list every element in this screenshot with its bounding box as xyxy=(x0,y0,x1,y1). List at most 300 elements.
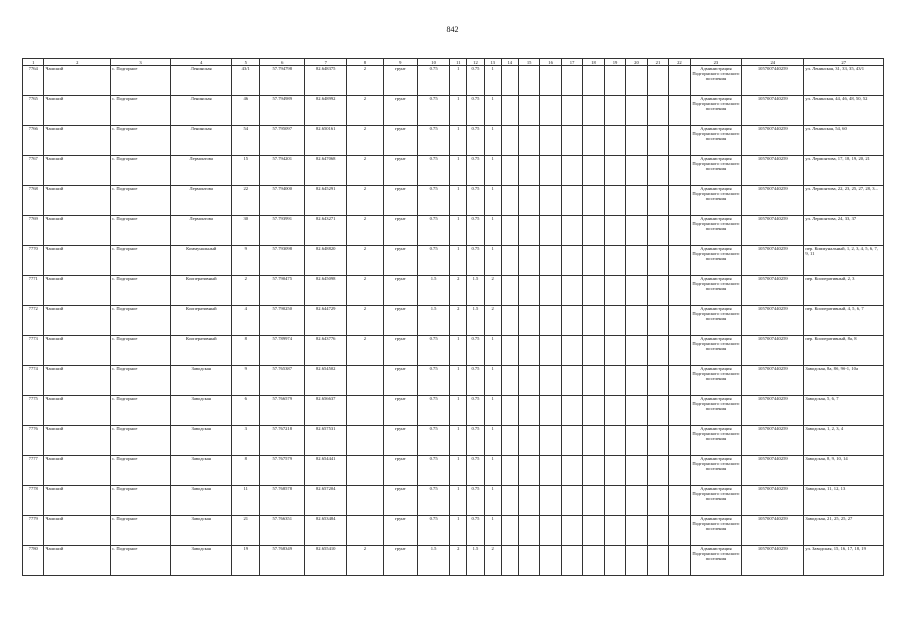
surface-cell: грунт xyxy=(383,66,417,96)
volume-cell: 0.75 xyxy=(467,186,484,216)
surface-count-cell: 2 xyxy=(347,546,384,576)
street-cell: Кооперативный xyxy=(171,276,232,306)
area-cell: 0.75 xyxy=(418,186,450,216)
ogrn-cell: 1057007440259 xyxy=(742,396,804,426)
surface-cell: грунт xyxy=(383,396,417,426)
surface-cell: грунт xyxy=(383,516,417,546)
table-row xyxy=(23,426,884,456)
empty-cell xyxy=(604,426,625,456)
latitude-cell: 57.790475 xyxy=(260,276,305,306)
district-cell: Чашский xyxy=(44,276,111,306)
owner-cell: Администрация Подгорнского сельского поселения xyxy=(690,546,742,576)
empty-cell xyxy=(540,156,561,186)
empty-cell xyxy=(583,486,604,516)
empty-cell xyxy=(626,396,647,426)
surface-count-cell: 2 xyxy=(347,156,384,186)
column-number: 5 xyxy=(232,59,260,66)
settlement-cell: с. Подгорное xyxy=(111,216,171,246)
latitude-cell: 57.768349 xyxy=(260,546,305,576)
latitude-cell: 57.790250 xyxy=(260,306,305,336)
empty-cell xyxy=(540,276,561,306)
surface-count-cell: 2 xyxy=(347,96,384,126)
empty-cell xyxy=(647,126,668,156)
sources-cell: ул. Ленинская, 54, 60 xyxy=(804,126,884,156)
empty-cell xyxy=(604,276,625,306)
empty-cell xyxy=(518,456,539,486)
empty-cell xyxy=(561,336,582,366)
table-row xyxy=(23,306,884,336)
table-row xyxy=(23,126,884,156)
volume-cell: 0.75 xyxy=(467,486,484,516)
volume-cell: 0.75 xyxy=(467,156,484,186)
column-number: 22 xyxy=(669,59,690,66)
district-cell: Чашский xyxy=(44,546,111,576)
sources-cell: Заводская, 8а, 8б, 9б-1, 10а xyxy=(804,366,884,396)
latitude-cell: 57.794201 xyxy=(260,156,305,186)
empty-cell xyxy=(626,96,647,126)
empty-cell xyxy=(669,486,690,516)
quantity-cell: 2 xyxy=(450,306,467,336)
column-number: 15 xyxy=(518,59,539,66)
settlement-cell: с. Подгорное xyxy=(111,156,171,186)
longitude-cell: 82.645291 xyxy=(305,186,347,216)
empty-cell xyxy=(518,216,539,246)
count-cell: 1 xyxy=(484,96,501,126)
empty-cell xyxy=(626,456,647,486)
empty-cell xyxy=(561,246,582,276)
volume-cell: 0.75 xyxy=(467,96,484,126)
settlement-cell: с. Подгорное xyxy=(111,516,171,546)
owner-cell: Администрация Подгорнского сельского поселения xyxy=(690,486,742,516)
ogrn-cell: 1057007440259 xyxy=(742,246,804,276)
column-number: 19 xyxy=(604,59,625,66)
empty-cell xyxy=(561,276,582,306)
house-cell: 9 xyxy=(232,246,260,276)
empty-cell xyxy=(501,396,518,426)
empty-cell xyxy=(626,546,647,576)
latitude-cell: 57.794989 xyxy=(260,96,305,126)
latitude-cell: 57.767579 xyxy=(260,456,305,486)
count-cell: 1 xyxy=(484,486,501,516)
sources-cell: пер. Кооперативный, 4, 5, 6, 7 xyxy=(804,306,884,336)
empty-cell xyxy=(669,126,690,156)
longitude-cell: 82.647068 xyxy=(305,156,347,186)
ogrn-cell: 1057007440259 xyxy=(742,486,804,516)
empty-cell xyxy=(647,156,668,186)
quantity-cell: 1 xyxy=(450,426,467,456)
empty-cell xyxy=(518,126,539,156)
empty-cell xyxy=(583,336,604,366)
house-cell: 8 xyxy=(232,456,260,486)
volume-cell: 1.5 xyxy=(467,546,484,576)
empty-cell xyxy=(604,126,625,156)
sources-cell: пер. Кооперативный, 2, 3 xyxy=(804,276,884,306)
empty-cell xyxy=(604,396,625,426)
surface-cell: грунт xyxy=(383,426,417,456)
area-cell: 0.75 xyxy=(418,66,450,96)
longitude-cell: 82.644729 xyxy=(305,306,347,336)
count-cell: 1 xyxy=(484,366,501,396)
owner-cell: Администрация Подгорнского сельского поселения xyxy=(690,336,742,366)
street-cell: Ленинская xyxy=(171,126,232,156)
surface-count-cell: 2 xyxy=(347,126,384,156)
street-cell: Ленинская xyxy=(171,66,232,96)
longitude-cell: 82.657204 xyxy=(305,486,347,516)
empty-cell xyxy=(669,66,690,96)
district-cell: Чашский xyxy=(44,426,111,456)
district-cell: Чашский xyxy=(44,246,111,276)
owner-cell: Администрация Подгорнского сельского поселения xyxy=(690,126,742,156)
ogrn-cell: 1057007440259 xyxy=(742,186,804,216)
empty-cell xyxy=(604,516,625,546)
district-cell: Чашский xyxy=(44,306,111,336)
column-number: 10 xyxy=(418,59,450,66)
empty-cell xyxy=(583,456,604,486)
count-cell: 1 xyxy=(484,216,501,246)
surface-count-cell xyxy=(347,456,384,486)
volume-cell: 0.75 xyxy=(467,426,484,456)
street-cell: Лермонтова xyxy=(171,186,232,216)
surface-count-cell: 2 xyxy=(347,336,384,366)
surface-cell: грунт xyxy=(383,366,417,396)
settlement-cell: с. Подгорное xyxy=(111,336,171,366)
empty-cell xyxy=(540,366,561,396)
empty-cell xyxy=(501,186,518,216)
longitude-cell: 82.648375 xyxy=(305,66,347,96)
empty-cell xyxy=(501,66,518,96)
sources-cell: Заводская, 8, 9, 10, 14 xyxy=(804,456,884,486)
record-number: 7771 xyxy=(23,276,44,306)
surface-cell: грунт xyxy=(383,246,417,276)
area-cell: 0.75 xyxy=(418,246,450,276)
empty-cell xyxy=(540,486,561,516)
count-cell: 1 xyxy=(484,126,501,156)
settlement-cell: с. Подгорное xyxy=(111,276,171,306)
surface-count-cell xyxy=(347,426,384,456)
empty-cell xyxy=(518,186,539,216)
street-cell: Заводская xyxy=(171,516,232,546)
empty-cell xyxy=(518,246,539,276)
house-cell: 6 xyxy=(232,396,260,426)
empty-cell xyxy=(583,126,604,156)
empty-cell xyxy=(501,546,518,576)
empty-cell xyxy=(626,486,647,516)
longitude-cell: 82.648992 xyxy=(305,96,347,126)
empty-cell xyxy=(604,546,625,576)
empty-cell xyxy=(604,306,625,336)
empty-cell xyxy=(647,336,668,366)
owner-cell: Администрация Подгорнского сельского поселения xyxy=(690,366,742,396)
empty-cell xyxy=(561,486,582,516)
surface-count-cell: 2 xyxy=(347,306,384,336)
empty-cell xyxy=(583,396,604,426)
empty-cell xyxy=(540,426,561,456)
empty-cell xyxy=(540,546,561,576)
owner-cell: Администрация Подгорнского сельского поселения xyxy=(690,276,742,306)
ogrn-cell: 1057007440259 xyxy=(742,516,804,546)
empty-cell xyxy=(583,426,604,456)
empty-cell xyxy=(626,216,647,246)
ogrn-cell: 1057007440259 xyxy=(742,66,804,96)
volume-cell: 0.75 xyxy=(467,336,484,366)
empty-cell xyxy=(540,246,561,276)
ogrn-cell: 1057007440259 xyxy=(742,216,804,246)
record-number: 7778 xyxy=(23,486,44,516)
area-cell: 1.5 xyxy=(418,306,450,336)
column-number: 27 xyxy=(804,59,884,66)
empty-cell xyxy=(583,96,604,126)
area-cell: 1.5 xyxy=(418,276,450,306)
empty-cell xyxy=(647,366,668,396)
record-number: 7772 xyxy=(23,306,44,336)
house-cell: 3 xyxy=(232,426,260,456)
table-row xyxy=(23,246,884,276)
empty-cell xyxy=(501,426,518,456)
settlement-cell: с. Подгорное xyxy=(111,186,171,216)
street-cell: Заводская xyxy=(171,546,232,576)
empty-cell xyxy=(501,276,518,306)
area-cell: 0.75 xyxy=(418,216,450,246)
empty-cell xyxy=(669,516,690,546)
empty-cell xyxy=(583,546,604,576)
latitude-cell: 57.795097 xyxy=(260,126,305,156)
empty-cell xyxy=(626,126,647,156)
settlement-cell: с. Подгорное xyxy=(111,396,171,426)
empty-cell xyxy=(561,396,582,426)
settlement-cell: с. Подгорное xyxy=(111,486,171,516)
empty-cell xyxy=(518,396,539,426)
table-row xyxy=(23,456,884,486)
surface-cell: грунт xyxy=(383,546,417,576)
house-cell: 9 xyxy=(232,366,260,396)
record-number: 7767 xyxy=(23,156,44,186)
empty-cell xyxy=(583,246,604,276)
district-cell: Чашский xyxy=(44,216,111,246)
empty-cell xyxy=(518,66,539,96)
area-cell: 0.75 xyxy=(418,486,450,516)
empty-cell xyxy=(501,96,518,126)
sources-cell: Заводская, 5, 6, 7 xyxy=(804,396,884,426)
surface-count-cell: 2 xyxy=(347,246,384,276)
volume-cell: 0.75 xyxy=(467,246,484,276)
area-cell: 0.75 xyxy=(418,366,450,396)
latitude-cell: 57.767218 xyxy=(260,426,305,456)
ogrn-cell: 1057007440259 xyxy=(742,96,804,126)
quantity-cell: 1 xyxy=(450,66,467,96)
district-cell: Чашский xyxy=(44,336,111,366)
quantity-cell: 1 xyxy=(450,156,467,186)
register-table xyxy=(22,58,884,576)
empty-cell xyxy=(583,306,604,336)
volume-cell: 0.75 xyxy=(467,366,484,396)
quantity-cell: 1 xyxy=(450,336,467,366)
longitude-cell: 82.657531 xyxy=(305,426,347,456)
empty-cell xyxy=(518,366,539,396)
longitude-cell: 82.643776 xyxy=(305,336,347,366)
owner-cell: Администрация Подгорнского сельского поселения xyxy=(690,306,742,336)
settlement-cell: с. Подгорное xyxy=(111,306,171,336)
empty-cell xyxy=(669,306,690,336)
record-number: 7770 xyxy=(23,246,44,276)
column-number-row xyxy=(23,59,884,66)
empty-cell xyxy=(604,336,625,366)
sources-cell: Заводская, 21, 25, 25, 27 xyxy=(804,516,884,546)
empty-cell xyxy=(518,426,539,456)
record-number: 7774 xyxy=(23,366,44,396)
count-cell: 1 xyxy=(484,426,501,456)
ogrn-cell: 1057007440259 xyxy=(742,306,804,336)
empty-cell xyxy=(647,246,668,276)
empty-cell xyxy=(540,336,561,366)
empty-cell xyxy=(540,126,561,156)
empty-cell xyxy=(669,216,690,246)
empty-cell xyxy=(561,66,582,96)
empty-cell xyxy=(501,486,518,516)
table-row xyxy=(23,186,884,216)
house-cell: 8 xyxy=(232,336,260,366)
area-cell: 1.5 xyxy=(418,546,450,576)
column-number: 1 xyxy=(23,59,44,66)
column-number: 11 xyxy=(450,59,467,66)
street-cell: Коммунальный xyxy=(171,246,232,276)
empty-cell xyxy=(647,456,668,486)
record-number: 7768 xyxy=(23,186,44,216)
owner-cell: Администрация Подгорнского сельского поселения xyxy=(690,426,742,456)
column-number: 24 xyxy=(742,59,804,66)
column-number: 17 xyxy=(561,59,582,66)
empty-cell xyxy=(518,336,539,366)
column-number: 2 xyxy=(44,59,111,66)
surface-cell: грунт xyxy=(383,486,417,516)
owner-cell: Администрация Подгорнского сельского поселения xyxy=(690,516,742,546)
empty-cell xyxy=(669,396,690,426)
empty-cell xyxy=(604,66,625,96)
empty-cell xyxy=(647,306,668,336)
latitude-cell: 57.765387 xyxy=(260,366,305,396)
count-cell: 1 xyxy=(484,186,501,216)
empty-cell xyxy=(501,156,518,186)
settlement-cell: с. Подгорное xyxy=(111,456,171,486)
empty-cell xyxy=(518,276,539,306)
sources-cell: ул. Ленинская, 31, 33, 35, 43/1 xyxy=(804,66,884,96)
surface-count-cell: 2 xyxy=(347,66,384,96)
surface-cell: грунт xyxy=(383,126,417,156)
longitude-cell: 82.650161 xyxy=(305,126,347,156)
empty-cell xyxy=(501,216,518,246)
street-cell: Ленинская xyxy=(171,96,232,126)
column-number: 21 xyxy=(647,59,668,66)
owner-cell: Администрация Подгорнского сельского поселения xyxy=(690,456,742,486)
table-row xyxy=(23,66,884,96)
house-cell: 43/1 xyxy=(232,66,260,96)
column-number: 16 xyxy=(540,59,561,66)
column-number: 7 xyxy=(305,59,347,66)
record-number: 7765 xyxy=(23,96,44,126)
settlement-cell: с. Подгорное xyxy=(111,426,171,456)
empty-cell xyxy=(669,366,690,396)
district-cell: Чашский xyxy=(44,66,111,96)
sources-cell: пер. Кооперативный, 8а, 8 xyxy=(804,336,884,366)
empty-cell xyxy=(647,486,668,516)
empty-cell xyxy=(561,186,582,216)
house-cell: 15 xyxy=(232,156,260,186)
empty-cell xyxy=(540,396,561,426)
sources-cell: ул. Лермонтова, 22, 23, 25, 27, 28, 3... xyxy=(804,186,884,216)
volume-cell: 0.75 xyxy=(467,66,484,96)
latitude-cell: 57.766579 xyxy=(260,396,305,426)
house-cell: 21 xyxy=(232,516,260,546)
longitude-cell: 82.654502 xyxy=(305,366,347,396)
empty-cell xyxy=(501,126,518,156)
surface-count-cell xyxy=(347,366,384,396)
owner-cell: Администрация Подгорнского сельского поселения xyxy=(690,246,742,276)
quantity-cell: 1 xyxy=(450,96,467,126)
column-number: 4 xyxy=(171,59,232,66)
empty-cell xyxy=(583,216,604,246)
empty-cell xyxy=(561,306,582,336)
empty-cell xyxy=(647,96,668,126)
owner-cell: Администрация Подгорнского сельского поселения xyxy=(690,156,742,186)
quantity-cell: 1 xyxy=(450,396,467,426)
empty-cell xyxy=(604,216,625,246)
empty-cell xyxy=(647,216,668,246)
empty-cell xyxy=(604,456,625,486)
empty-cell xyxy=(647,516,668,546)
street-cell: Лермонтова xyxy=(171,156,232,186)
ogrn-cell: 1057007440259 xyxy=(742,366,804,396)
record-number: 7775 xyxy=(23,396,44,426)
area-cell: 0.75 xyxy=(418,156,450,186)
surface-cell: грунт xyxy=(383,216,417,246)
area-cell: 0.75 xyxy=(418,396,450,426)
table-row xyxy=(23,516,884,546)
record-number: 7769 xyxy=(23,216,44,246)
settlement-cell: с. Подгорное xyxy=(111,66,171,96)
district-cell: Чашский xyxy=(44,156,111,186)
sources-cell: ул. Лермонтова, 24, 33, 37 xyxy=(804,216,884,246)
count-cell: 1 xyxy=(484,246,501,276)
area-cell: 0.75 xyxy=(418,516,450,546)
empty-cell xyxy=(669,456,690,486)
empty-cell xyxy=(561,156,582,186)
column-number: 13 xyxy=(484,59,501,66)
column-number: 8 xyxy=(347,59,384,66)
count-cell: 2 xyxy=(484,546,501,576)
empty-cell xyxy=(540,456,561,486)
latitude-cell: 57.789974 xyxy=(260,336,305,366)
ogrn-cell: 1057007440259 xyxy=(742,336,804,366)
settlement-cell: с. Подгорное xyxy=(111,126,171,156)
owner-cell: Администрация Подгорнского сельского поселения xyxy=(690,216,742,246)
empty-cell xyxy=(561,366,582,396)
empty-cell xyxy=(518,156,539,186)
longitude-cell: 82.653484 xyxy=(305,516,347,546)
ogrn-cell: 1057007440259 xyxy=(742,426,804,456)
street-cell: Заводская xyxy=(171,366,232,396)
quantity-cell: 1 xyxy=(450,246,467,276)
house-cell: 46 xyxy=(232,96,260,126)
house-cell: 19 xyxy=(232,546,260,576)
longitude-cell: 82.648820 xyxy=(305,246,347,276)
empty-cell xyxy=(669,186,690,216)
empty-cell xyxy=(540,66,561,96)
ogrn-cell: 1057007440259 xyxy=(742,126,804,156)
page-number: 842 xyxy=(446,25,459,34)
sources-cell: ул. Лермонтова, 17, 18, 19, 20, 21 xyxy=(804,156,884,186)
empty-cell xyxy=(626,156,647,186)
empty-cell xyxy=(647,396,668,426)
empty-cell xyxy=(626,186,647,216)
